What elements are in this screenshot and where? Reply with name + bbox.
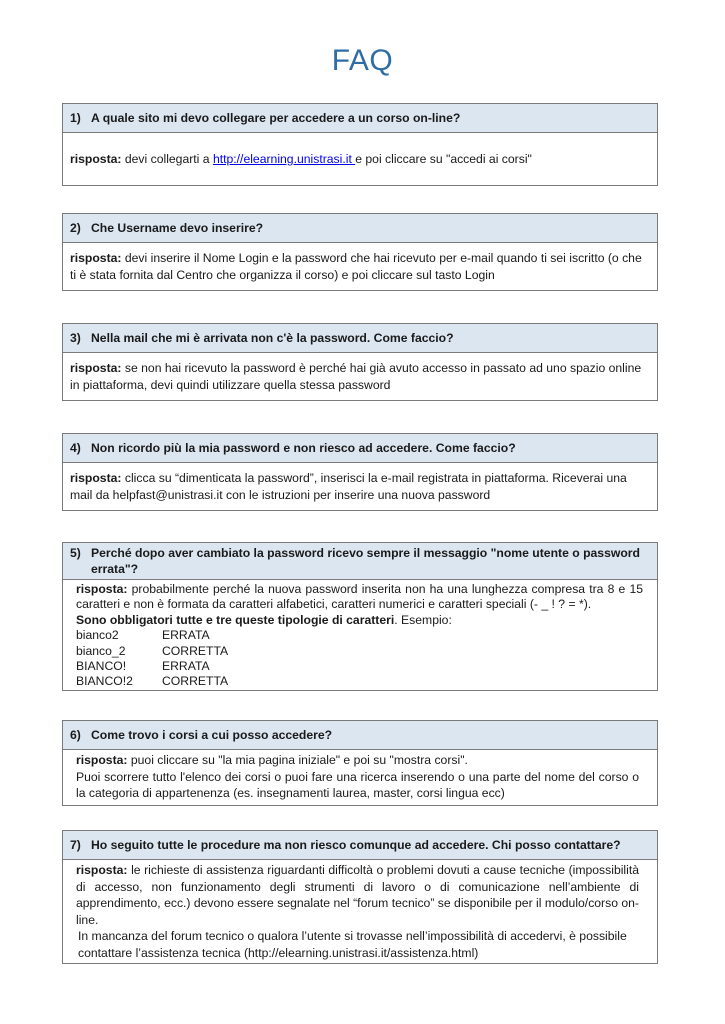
example-row xyxy=(76,644,643,659)
elearning-link[interactable]: http://elearning.unistrasi.it xyxy=(212,152,356,166)
answer-text-2: In mancanza del forum tecnico o qualora l’utente si trovasse nell’impossibilità di accedervi, è possibile contattare l’assistenza tecnica (http://elearning.unistrasi.it/assistenza.html) xyxy=(78,929,627,960)
example-password: BIANCO! xyxy=(76,659,127,674)
example-result: ERRATA xyxy=(162,659,210,674)
answer-text: puoi cliccare su "la mia pagina iniziale" e poi su "mostra corsi". xyxy=(130,753,468,767)
answer-label: risposta: xyxy=(76,863,128,877)
question-text: Perché dopo aver cambiato la password ricevo sempre il messaggio "nome utente o password errata"? xyxy=(91,546,640,576)
faq-answer xyxy=(63,353,657,400)
example-row xyxy=(76,674,643,689)
question-number: 2) xyxy=(70,221,81,235)
faq-question xyxy=(63,434,657,463)
example-password: bianco_2 xyxy=(76,643,126,658)
faq-answer xyxy=(63,133,657,185)
example-result: CORRETTA xyxy=(162,674,229,689)
answer-bold-note: Sono obbligatori tutte e tre queste tipologie di caratteri xyxy=(76,612,395,627)
faq-question xyxy=(63,214,657,243)
example-row xyxy=(76,659,643,674)
question-number: 4) xyxy=(70,441,81,455)
question-text: Come trovo i corsi a cui posso accedere? xyxy=(91,728,333,742)
faq-question xyxy=(63,721,657,750)
answer-label: risposta: xyxy=(76,582,128,596)
answer-text: probabilmente perché la nuova password inserita non ha una lunghezza compresa tra 8 e 15 caratteri e non è formata da caratteri alfabetici, caratteri numerici e caratteri speciali (- _ ! ? = *). xyxy=(76,582,643,612)
answer-text: clicca su “dimenticata la password”, inserisci la e-mail registrata in piattaforma. Riceverai una mail da helpfast@unistrasi.it con le istruzioni per inserire una nuova password xyxy=(70,471,627,502)
question-text: Che Username devo inserire? xyxy=(91,221,264,235)
question-number: 3) xyxy=(70,331,81,345)
answer-text: devi inserire il Nome Login e la password che hai ricevuto per e-mail quando ti sei iscritto (o che ti è stata fornita dal Centro che organizza il corso) e poi cliccare sul tasto Login xyxy=(70,251,642,282)
question-text: Nella mail che mi è arrivata non c'è la password. Come faccio? xyxy=(91,331,454,345)
question-text: A quale sito mi devo collegare per accedere a un corso on-line? xyxy=(91,111,461,125)
answer-text: le richieste di assistenza riguardanti difficoltà o problemi dovuti a cause tecniche (impossibilità di accesso, non funzionamento degli strumenti di lavoro o di comunicazione nell’ambiente di apprendimento, ecc.) devono essere segnalate nel “forum tecnico” se disponibile per il modulo/corso on-line. xyxy=(76,863,640,927)
answer-label: risposta: xyxy=(76,753,128,767)
example-password: BIANCO!2 xyxy=(76,674,133,689)
faq-answer xyxy=(63,463,657,510)
answer-text: devi collegarti a xyxy=(124,152,213,166)
answer-text-end: e poi cliccare su "accedi ai corsi" xyxy=(355,152,532,166)
answer-label: risposta: xyxy=(70,471,122,485)
example-result: ERRATA xyxy=(162,628,210,643)
answer-text-2: Puoi scorrere tutto l'elenco dei corsi o puoi fare una ricerca inserendo o una parte del nome del corso o la categoria di appartenenza (es. insegnamenti laurea, master, corsi lingua ecc) xyxy=(76,769,639,800)
answer-label: risposta: xyxy=(70,251,122,265)
faq-item-6 xyxy=(62,720,658,806)
answer-text: se non hai ricevuto la password è perché hai già avuto accesso in passato ad uno spazio online in piattaforma, devi quindi utilizzare quella stessa password xyxy=(70,361,642,392)
page-title: FAQ xyxy=(331,44,394,77)
faq-question xyxy=(63,543,657,580)
question-number: 6) xyxy=(70,728,81,742)
faq-answer xyxy=(63,580,657,690)
faq-question xyxy=(63,324,657,353)
question-text: Ho seguito tutte le procedure ma non riesco comunque ad accedere. Chi posso contattare? xyxy=(91,838,621,852)
example-password: bianco2 xyxy=(76,628,119,643)
faq-question xyxy=(63,104,657,133)
faq-item-7 xyxy=(62,830,658,964)
faq-item-2 xyxy=(62,213,658,291)
faq-answer xyxy=(63,243,657,290)
example-row xyxy=(76,628,643,643)
faq-item-3 xyxy=(62,323,658,401)
faq-item-1 xyxy=(62,103,658,186)
faq-question xyxy=(63,831,657,860)
question-number: 1) xyxy=(70,111,81,125)
example-result: CORRETTA xyxy=(162,643,229,658)
faq-answer xyxy=(63,860,657,963)
example-label: . Esempio: xyxy=(394,612,452,627)
answer-label: risposta: xyxy=(70,152,122,166)
faq-answer xyxy=(63,750,657,805)
question-number: 7) xyxy=(70,838,81,852)
question-number: 5) xyxy=(70,546,81,560)
faq-item-5 xyxy=(62,542,658,691)
answer-label: risposta: xyxy=(70,361,122,375)
question-text: Non ricordo più la mia password e non riesco ad accedere. Come faccio? xyxy=(91,441,516,455)
faq-item-4 xyxy=(62,433,658,511)
